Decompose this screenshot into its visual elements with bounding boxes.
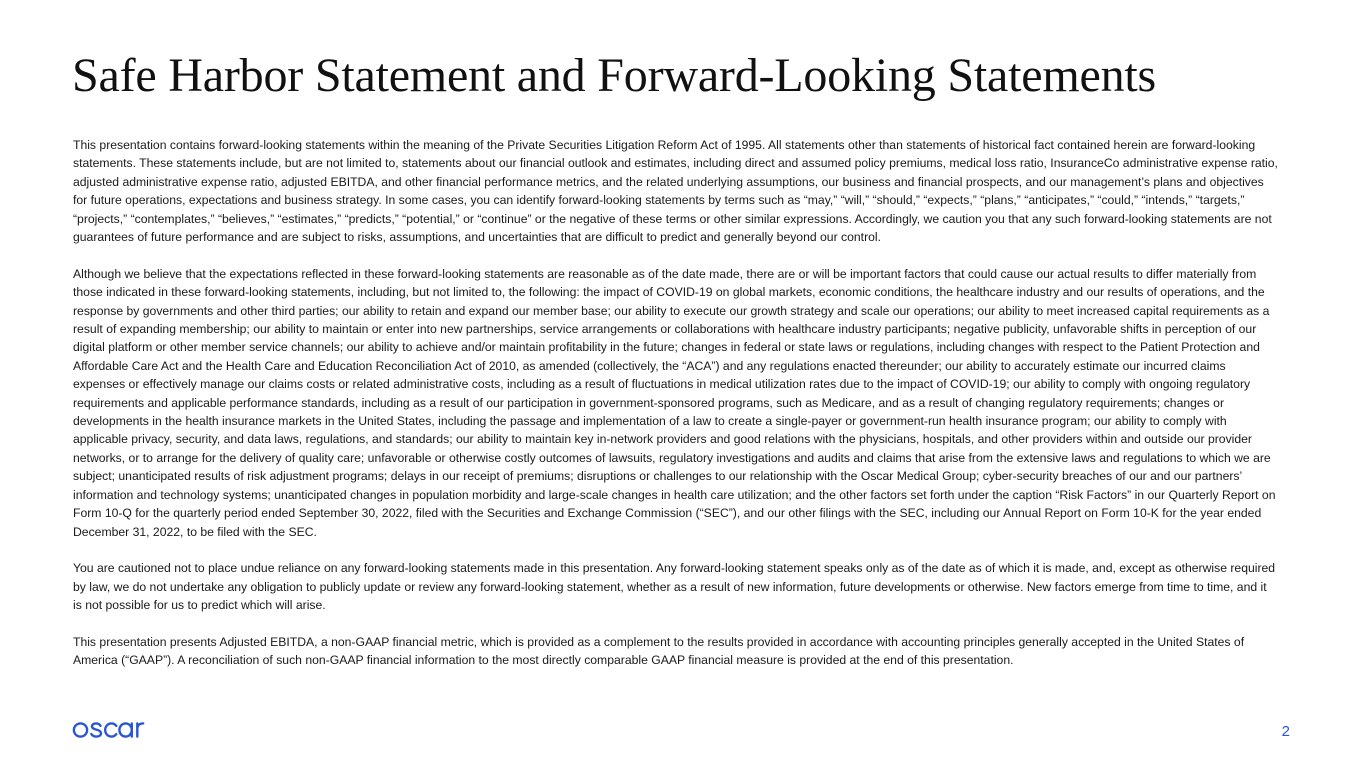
paragraph-forward-looking: This presentation contains forward-looking statements within the meaning of the Private Securities Litigation Reform Act of 1995. All statements other than statements of historical fact contained herein are forward-looking statements. These statements include, but are not limited to, statements about our financial outlook and estimates, including direct and assumed policy premiums, medical loss ratio, InsuranceCo administrative expense ratio, adjusted administrative expense ratio, adjusted EBITDA, and other financial performance metrics, and the related underlying assumptions, our business and financial prospects, and our management’s plans and objectives for future operations, expectations and business strategy. In some cases, you can identify forward-looking statements by terms such as “may,” “will,” “should,” “expects,” “plans,” “anticipates,” “could,” “intends,” “targets,” “projects,” “contemplates,” “believes,” “estimates,” “predicts,” “potential,” or “continue” or the negative of these terms or other similar expressions. Accordingly, we caution you that any such forward-looking statements are not guarantees of future performance and are subject to risks, assumptions, and uncertainties that are difficult to predict and generally beyond our control.	[73, 138, 1278, 245]
paragraph-undue-reliance: You are cautioned not to place undue reliance on any forward-looking statements made in this presentation. Any forward-looking statement speaks only as of the date as of which it is made, and, except as otherwise required by law, we do not undertake any obligation to publicly update or review any forward-looking statement, whether as a result of new information, future developments or otherwise. New factors emerge from time to time, and it is not possible for us to predict which will arise.	[73, 561, 1276, 613]
paragraph-risk-factors: Although we believe that the expectations reflected in these forward-looking statements are reasonable as of the date made, there are or will be important factors that could cause our actual results to differ materially from those indicated in these forward-looking statements, including, but not limited to, the following: the impact of COVID-19 on global markets, economic conditions, the healthcare industry and our results of operations, and the response by governments and other third parties; our ability to retain and expand our member base; our ability to execute our growth strategy and scale our operations; our ability to meet increased capital requirements as a result of expanding membership; our ability to maintain or enter into new partnerships, service arrangements or collaborations with healthcare industry participants; negative publicity, unfavorable shifts in perception of our digital platform or other member service channels; our ability to achieve and/or maintain profitability in the future; changes in federal or state laws or regulations, including changes with respect to the Patient Protection and Affordable Care Act and the Health Care and Education Reconciliation Act of 2010, as amended (collectively, the “ACA”) and any regulations enacted thereunder; our ability to accurately estimate our incurred claims expenses or effectively manage our claims costs or related administrative costs, including as a result of fluctuations in medical utilization rates due to the impact of COVID-19; our ability to comply with ongoing regulatory requirements and applicable performance standards, including as a result of our participation in government-sponsored programs, such as Medicare, and as a result of changing regulatory requirements; changes or developments in the health insurance markets in the United States, including the passage and implementation of a law to create a single-payer or government-run health insurance program; our ability to comply with applicable privacy, security, and data laws, regulations, and standards; our ability to maintain key in-network providers and good relations with the physicians, hospitals, and other providers within and outside our provider networks, or to arrange for the delivery of quality care; unfavorable or otherwise costly outcomes of lawsuits, regulatory investigations and audits and claims that arise from the extensive laws and regulations to which we are subject; unanticipated results of risk adjustment programs; delays in our receipt of premiums; disruptions or challenges to our relationship with the Oscar Medical Group; cyber-security breaches of our and our partners’ information and technology systems; unanticipated changes in population morbidity and large-scale changes in health care utilization; and the other factors set forth under the caption “Risk Factors” in our Quarterly Report on Form 10-Q for the quarterly period ended September 30, 2022, filed with the Securities and Exchange Commission (“SEC”), and our other filings with the SEC, including our Annual Report on Form 10-K for the year ended December 31, 2022, to be filed with the SEC.	[73, 266, 1276, 539]
paragraph-non-gaap: This presentation presents Adjusted EBITDA, a non-GAAP financial metric, which is provided as a complement to the results provided in accordance with accounting principles generally accepted in the United States of America (“GAAP”). A reconciliation of such non-GAAP financial information to the most directly comparable GAAP financial measure is provided at the end of this presentation.	[73, 634, 1245, 668]
page-number: 2	[1281, 723, 1290, 740]
disclaimer-body	[73, 136, 1278, 688]
oscar-logo	[72, 712, 146, 742]
slide-title: Safe Harbor Statement and Forward-Looking Statements	[72, 49, 1156, 102]
